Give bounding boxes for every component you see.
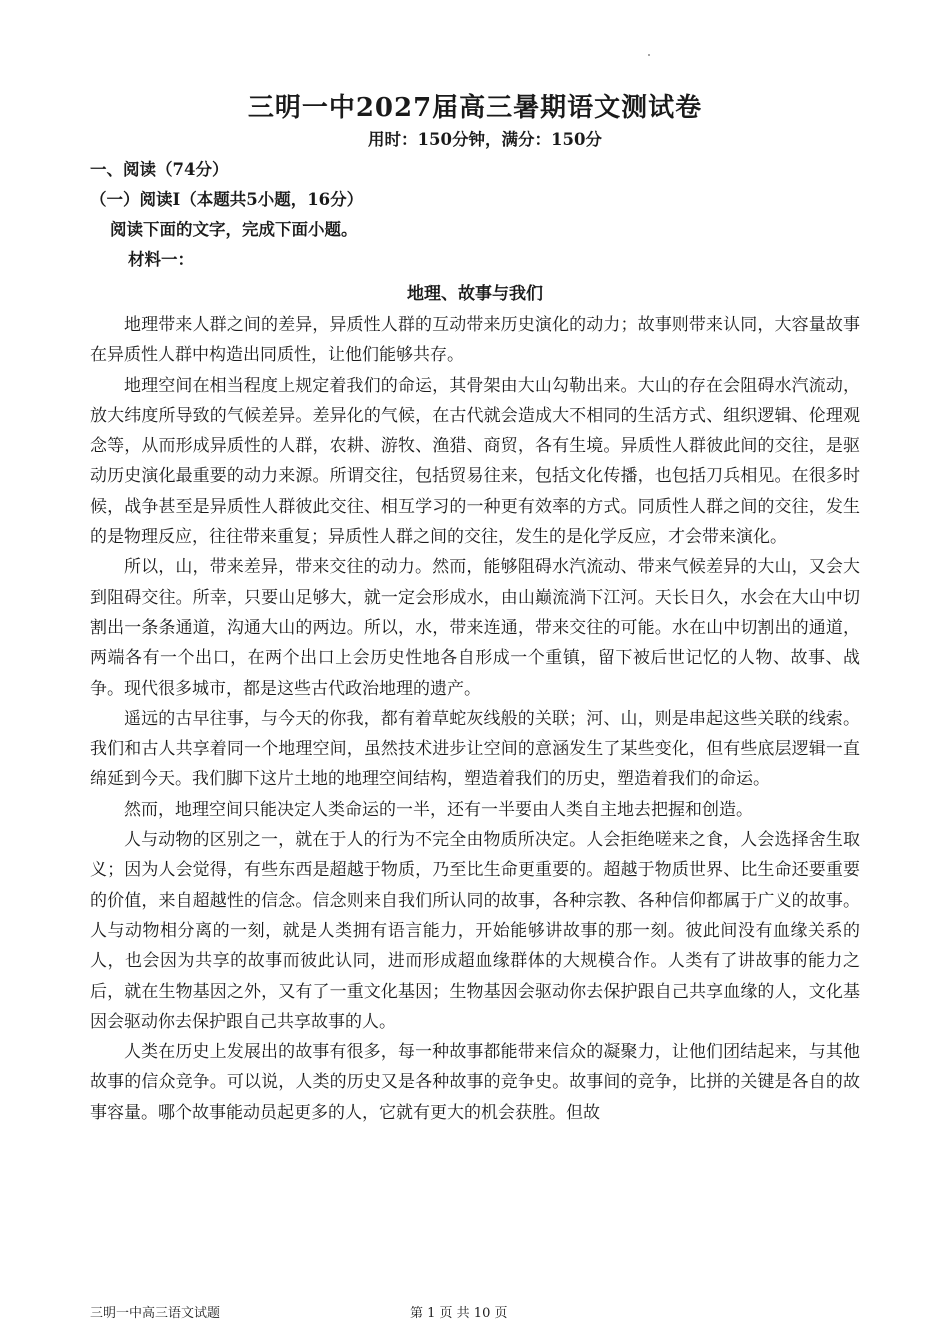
- scan-mark: [648, 54, 650, 56]
- subsection-heading: （一）阅读I（本题共5小题，16分）: [90, 190, 364, 209]
- paragraph: 然而，地理空间只能决定人类命运的一半，还有一半要由人类自主地去把握和创造。: [124, 799, 753, 820]
- paragraph: 地理空间在相当程度上规定着我们的命运，其骨架由大山勾勒出来。大山的存在会阻碍水汽流动，放大纬度所导致的气候差异。差异化的气候，在古代就会造成大不相同的生活方式、组织逻辑、伦理观念等，从而形成异质性的人群，农耕、游牧、渔猎、商贸，各有生境。异质性人群彼此间的交往，是驱动历史演化最重要的动力来源。所谓交往，包括贸易往来，包括文化传播，也包括刀兵相见。在很多时候，战争甚至是异质性人群彼此交往、相互学习的一种更有效率的方式。同质性人群之间的交往，发生的是物理反应，往往带来重复；异质性人群之间的交往，发生的是化学反应，才会带来演化。: [90, 375, 860, 548]
- page-number: 第 1 页 共 10 页: [410, 1306, 508, 1321]
- paragraph: 遥远的古早往事，与今天的你我，都有着草蛇灰线般的关联；河、山，则是串起这些关联的线索。我们和古人共享着同一个地理空间，虽然技术进步让空间的意涵发生了某些变化，但有些底层逻辑一直绵延到今天。我们脚下这片土地的地理空间结构，塑造着我们的历史，塑造着我们的命运。: [90, 708, 860, 790]
- article-title: 地理、故事与我们: [407, 284, 543, 304]
- paragraph: 人类在历史上发展出的故事有很多，每一种故事都能带来信众的凝聚力，让他们团结起来，与其他故事的信众竞争。可以说，人类的历史又是各种故事的竞争史。故事间的竞争，比拼的关键是各自的故事容量。哪个故事能动员起更多的人，它就有更大的机会获胜。但故: [90, 1042, 860, 1123]
- instruction-text: 阅读下面的文字，完成下面小题。: [110, 220, 358, 239]
- material-label: 材料一：: [128, 250, 194, 269]
- article-body: [90, 310, 860, 1128]
- paragraph: 所以，山，带来差异，带来交往的动力。然而，能够阻碍水汽流动、带来气候差异的大山，又会大到阻碍交往。所幸，只要山足够大，就一定会形成水，由山巅流淌下江河。天长日久，水会在大山中切割出一条条通道，沟通大山的两边。所以，水，带来连通，带来交往的可能。水在山中切割出的通道，两端各有一个出口，在两个出口上会历史性地各自形成一个重镇，留下被后世记忆的人物、故事、战争。现代很多城市，都是这些古代政治地理的遗产。: [90, 557, 860, 699]
- exam-subtitle: 用时：150分钟，满分：150分: [368, 130, 602, 149]
- footer-school-label: 三明一中高三语文试题: [90, 1306, 221, 1321]
- paragraph: 人与动物的区别之一，就在于人的行为不完全由物质所决定。人会拒绝嗟来之食，人会选择舍生取义；因为人会觉得，有些东西是超越于物质，乃至比生命更重要的。超越于物质世界、比生命还要重要的价值，来自超越性的信念。信念则来自我们所认同的故事，各种宗教、各种信仰都属于广义的故事。人与动物相分离的一刻，就是人类拥有语言能力，开始能够讲故事的那一刻。彼此间没有血缘关系的人，也会因为共享的故事而彼此认同，进而形成超血缘群体的大规模合作。人类有了讲故事的能力之后，就在生物基因之外，又有了一重文化基因；生物基因会驱动你去保护跟自己共享血缘的人，文化基因会驱动你去保护跟自己共享故事的人。: [90, 830, 860, 1032]
- section-heading: 一、阅读（74分）: [90, 160, 229, 179]
- exam-title: 三明一中2027届高三暑期语文测试卷: [247, 93, 703, 123]
- paragraph: 地理带来人群之间的差异，异质性人群的互动带来历史演化的动力；故事则带来认同，大容量故事在异质性人群中构造出同质性，让他们能够共存。: [90, 315, 860, 366]
